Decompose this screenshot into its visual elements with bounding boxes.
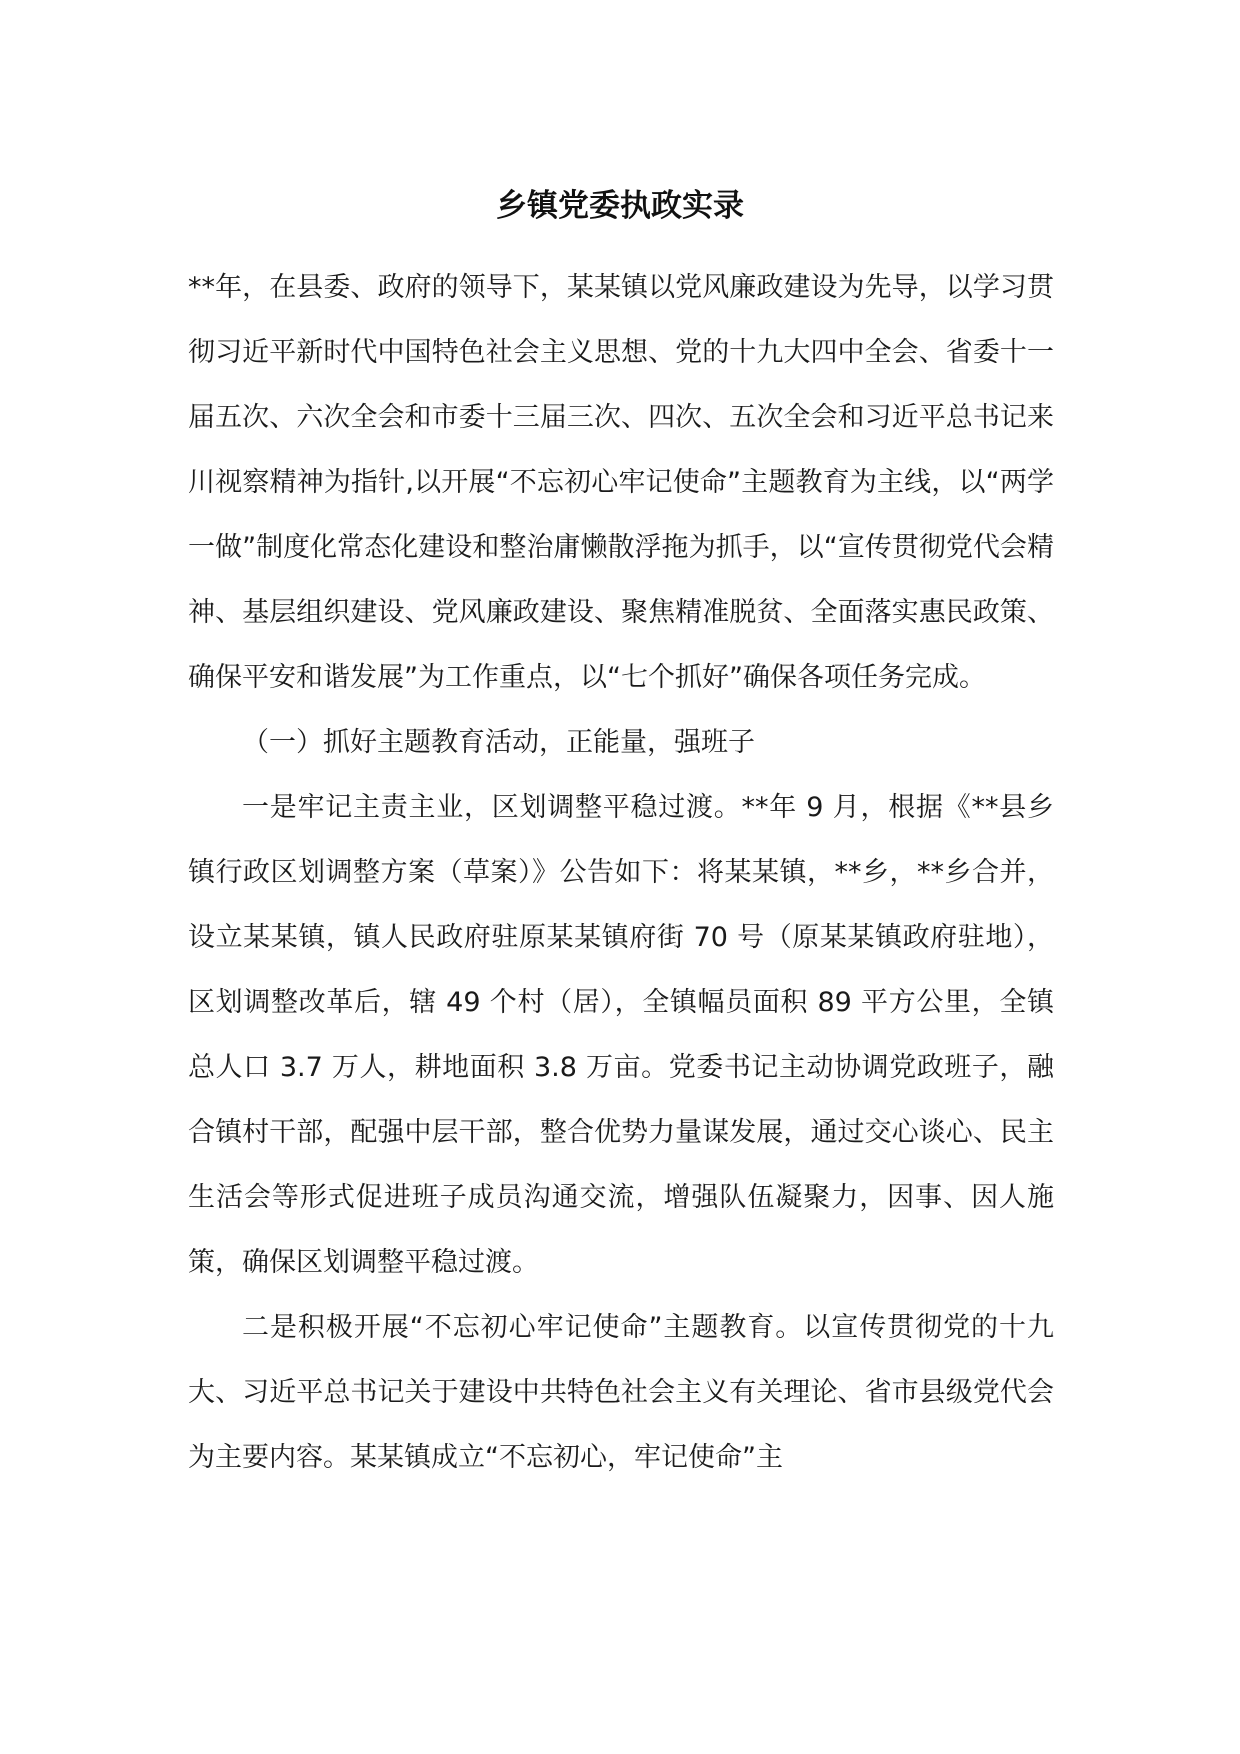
paragraph-point-2: 二是积极开展“不忘初心牢记使命”主题教育。以宣传贯彻党的十九大、习近平总书记关于建设中共特色社会主义有关理论、省市县级党代会为主要内容。某某镇成立“不忘初心，牢记使命”主 bbox=[188, 1312, 1054, 1473]
document-body bbox=[188, 255, 1054, 1490]
paragraph-intro: **年，在县委、政府的领导下，某某镇以党风廉政建设为先导，以学习贯彻习近平新时代中国特色社会主义思想、党的十九大四中全会、省委十一届五次、六次全会和市委十三届三次、四次、五次全会和习近平总书记来川视察精神为指针,以开展“不忘初心牢记使命”主题教育为主线，以“两学一做”制度化常态化建设和整治庸懒散浮拖为抓手，以“宣传贯彻党代会精神、基层组织建设、党风廉政建设、聚焦精准脱贫、全面落实惠民政策、确保平安和谐发展”为工作重点，以“七个抓好”确保各项任务完成。 bbox=[188, 272, 1054, 693]
paragraph-point-1: 一是牢记主责主业，区划调整平稳过渡。**年 9 月，根据《**县乡镇行政区划调整方案（草案）》公告如下：将某某镇，**乡，**乡合并，设立某某镇，镇人民政府驻原某某镇府街 70 号（原某某镇政府驻地），区划调整改革后，辖 49 个村（居），全镇幅员面积 89 平方公里，全镇总人口 3.7 万人，耕地面积 3.8 万亩。党委书记主动协调党政班子，融合镇村干部，配强中层干部，整合优势力量谋发展，通过交心谈心、民主生活会等形式促进班子成员沟通交流，增强队伍凝聚力，因事、因人施策，确保区划调整平稳过渡。 bbox=[188, 792, 1054, 1278]
document-title: 乡镇党委执政实录 bbox=[496, 188, 744, 224]
section-heading-1: （一）抓好主题教育活动，正能量，强班子 bbox=[242, 727, 755, 758]
